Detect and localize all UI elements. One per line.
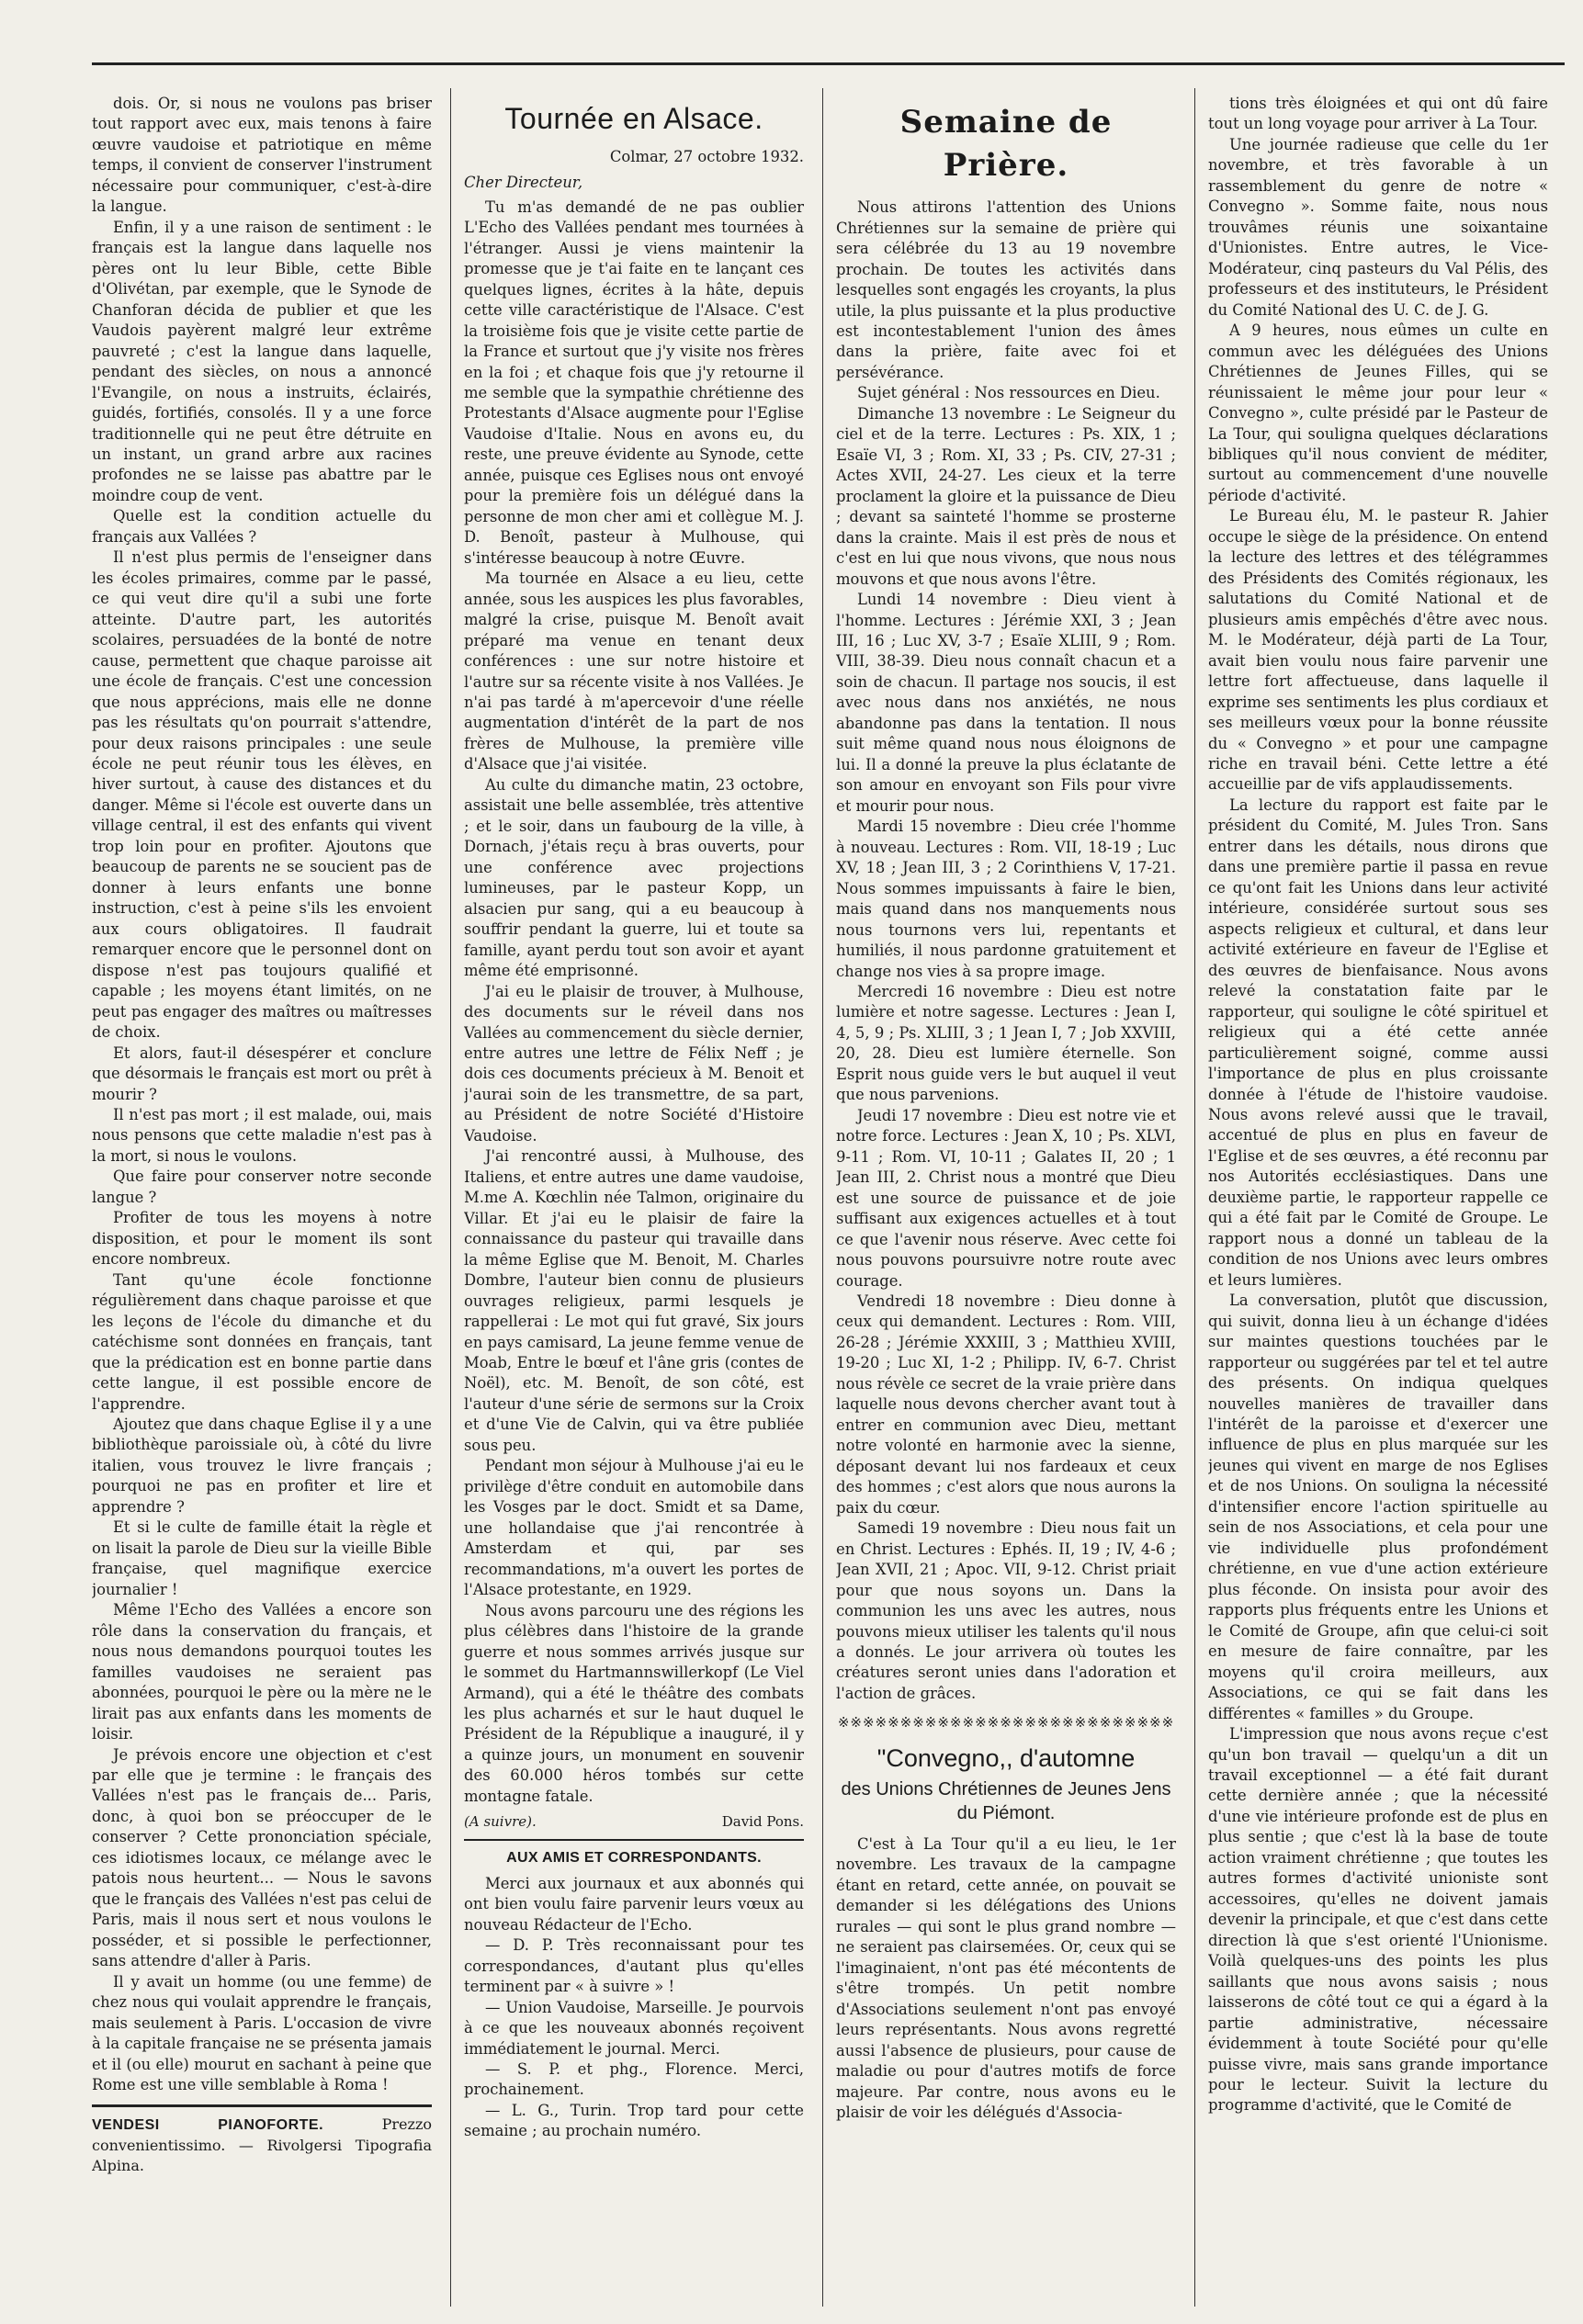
ornament-divider: ※※※※※※※※※※※※※※※※※※※※※※※※※※※ [837, 1714, 1175, 1732]
paragraph: Il n'est pas mort ; il est malade, oui, mais nous pensons que cette maladie n'est pas à la mort, si nous le voulons. [92, 1105, 432, 1165]
paragraph: A 9 heures, nous eûmes un culte en commun avec les déléguées des Unions Chrétiennes de Jeunes Filles, qui se réunissaient le même jour pour leur « Convegno », culte présidé par le Pasteur de La Tour, qui souligna quelques déclarations bibliques qu'il nous convient de méditer, surtout au commencement d'une nouvelle période d'activité. [1208, 322, 1548, 504]
article-title: Semaine de Prière. [899, 104, 1113, 184]
paragraph: Je prévois encore une objection et c'est par elle que je termine : le français des Vallées n'est pas le français de... Paris, donc, à quoi bon se préoccuper de le conserver ? Cette prononciation spéciale, ces idiotismes locaux, ce mélange avec le patois nous heurtent... — Nous le savons que le français des Vallées n'est pas celui de Paris, mais il nous sert et nous voulons le posséder, et si possible le perfectionner, sans attendre d'aller à Paris. [92, 1745, 432, 1970]
correspondents-body [464, 1874, 804, 2142]
top-rule [92, 62, 1565, 65]
dateline: Colmar, 27 octobre 1932. [609, 147, 804, 165]
column-semaine-priere [836, 94, 1176, 2307]
paragraph: Samedi 19 novembre : Dieu nous fait un en Christ. Lectures : Ephés. II, 19 ; IV, 4-6 ; Jean XVII, 21 ; Apoc. VII, 9-12. Christ priait pour que nous soyons un. Dans la communion les uns avec les autres, nous pouvons mieux utiliser les talents qu'il nous a donnés. Le jour arrivera où toutes les créatures seront unies dans l'adoration et l'action de grâces. [836, 1519, 1176, 1702]
paragraph: — Union Vaudoise, Marseille. Je pourvois à ce que les nouveaux abonnés reçoivent immédiatement le journal. Merci. [464, 1998, 804, 2058]
paragraph: Mardi 15 novembre : Dieu crée l'homme à nouveau. Lectures : Rom. VII, 18-19 ; Luc XV, 18 ; Jean III, 3 ; 2 Corinthiens V, 17-21. Nous sommes impuissants à faire le bien, mais quand dans nos manquements nous nous tournons vers lui, repentants et humiliés, il nous pardonne gratuitement et change nos vies à sa propre image. [836, 818, 1176, 980]
paragraph: Lundi 14 novembre : Dieu vient à l'homme. Lectures : Jérémie XXI, 3 ; Jean III, 16 ; Luc XV, 3-7 ; Esaïe XLIII, 9 ; Rom. VIII, 38-39. Dieu nous connaît chacun et a soin de chacun. Il partage nos soucis, il est avec nous dans nos anxiétés, ne nous abandonne pas dans la tentation. Il nous suit même quand nous nous éloignons de lui. Il a donné la preuve la plus éclatante de son amour en envoyant son Fils pour vivre et mourir pour nous. [836, 591, 1176, 815]
paragraph: J'ai eu le plaisir de trouver, à Mulhouse, des documents sur le réveil dans nos Vallées au commencement du siècle dernier, entre autres une lettre de Félix Neff ; je dois ces documents précieux à M. Benoit et j'aurai soin de les transmettre, de sa part, au Président de notre Société d'Histoire Vaudoise. [464, 982, 804, 1145]
paragraph: Il n'est plus permis de l'enseigner dans les écoles primaires, comme par le passé, ce qui veut dire qu'il a subi une forte atteinte. D'autre part, les autorités scolaires, persuadées de la bonté de notre cause, permettent que chaque paroisse ait une école de français. C'est une concession que nous apprécions, mais elle ne donne pas les résultats qu'on pourrait s'attendre, pour deux raisons principales : une seule école ne peut réunir tous les élèves, en hiver surtout, à cause des distances et du danger. Même si l'école est ouverte dans un village central, il est des enfants qui vivent trop loin pour en profiter. Ajoutons que beaucoup de parents ne se soucient pas de donner à leurs enfants une bonne instruction, c'est à peine s'ils les envoient aux cours obligatoires. Il faudrait remarquer encore que le personnel dont on dispose n'est pas toujours qualifié et capable ; les moyens étant limités, on ne peut pas engager des maîtres ou maîtresses de choix. [92, 548, 432, 1042]
paragraph: Même l'Echo des Vallées a encore son rôle dans la conservation du français, et nous nous demandons pourquoi toutes les familles vaudoises ne seraient pas abonnées, pourquoi le père ou la mère ne le lirait pas aux enfants dans les moments de loisir. [92, 1601, 432, 1743]
paragraph: Tu m'as demandé de ne pas oublier L'Echo des Vallées pendant mes tournées à l'étranger. Aussi je viens maintenir la promesse que je t'ai faite en te lançant ces quelques lignes, écrites à la hâte, depuis cette ville caractéristique de l'Alsace. C'est la troisième fois que je visite cette partie de la France et surtout que j'y visite nos frères en la foi ; et chaque fois que j'y retourne il me semble que la sympathie chrétienne des Protestants d'Alsace augmente pour l'Eglise Vaudoise d'Italie. Nous en avons eu, du reste, une preuve évidente au Synode, cette année, puisque ces Eglises nous ont envoyé pour la première fois un délégué dans la personne de mon cher ami et collègue M. J. D. Benoît, pasteur à Mulhouse, qui s'intéresse beaucoup à notre Œuvre. [464, 197, 804, 567]
column-divider [450, 88, 451, 2307]
paragraph: Tant qu'une école fonctionne régulièrement dans chaque paroisse et que les leçons de l'école du dimanche et du catéchisme sont données en français, tant que la prédication est en bonne partie dans cette langue, il est possible encore de l'apprendre. [92, 1270, 432, 1413]
salutation: Cher Directeur, [464, 174, 583, 192]
paragraph: — S. P. et phg., Florence. Merci, prochainement. [464, 2060, 804, 2099]
paragraph: Pendant mon séjour à Mulhouse j'ai eu le privilège d'être conduit en automobile dans les Vosges par le doct. Smidt et sa Dame, une hollandaise que j'ai rencontrée à Amsterdam et qui, par ses recommandations, m'a ouvert les portes de l'Alsace protestante, en 1929. [464, 1457, 804, 1599]
paragraph: La lecture du rapport est faite par le président du Comité, M. Jules Tron. Sans entrer dans les détails, nous dirons que dans une première partie il passa en revue ce qu'ont fait les Unions dans leur activité intérieure, considérée surtout sous ses aspects religieux et cultural, et dans leur activité extérieure en faveur de l'Eglise et des œuvres de bienfaisance. Nous avons relevé la constatation faite par le rapporteur, qui souligne le côté spirituel et religieux qui a été cette année particulièrement soigné, comme aussi l'importance de plus en plus croissante donnée à l'étude de l'histoire vaudoise. Nous avons relevé aussi que le travail, accentué de plus en plus en faveur de l'Eglise et de ses œuvres, a été reconnu par nos Autorités ecclésiastiques. Dans une deuxième partie, le rapporteur rappelle ce qui a été fait par le Comité de Groupe. Le rapport nous a donné un tableau de la condition de nos Unions avec leurs ombres et leurs lumières. [1208, 795, 1548, 1289]
paragraph: Profiter de tous les moyens à notre disposition, et pour le moment ils sont encore nombreux. [92, 1209, 432, 1269]
newspaper-page [92, 70, 1562, 2311]
convegno-subtitle: des Unions Chrétiennes de Jeunes Jens du Piémont. [841, 1778, 1171, 1823]
column-convegno-continued [1208, 94, 1548, 2307]
paragraph: J'ai rencontré aussi, à Mulhouse, des Italiens, et entre autres une dame vaudoise, M.me A. Kœchlin née Talmon, originaire du Villar. Et j'ai eu le plaisir de faire la connaissance du pasteur qui travaille dans la même Eglise que M. Benoit, M. Charles Dombre, l'auteur bien connu de plusieurs ouvrages religieux, parmi lesquels je rappellerai : Le mot qui fut gravé, Six jours en pays camisard, La jeune femme venue de Moab, Entre le bœuf et l'âne gris (contes de Noël), etc. M. Benoît, de son côté, est l'auteur d'une série de sermons sur la Croix et d'une Vie de Calvin, qui va être publiée sous peu. [464, 1147, 804, 1454]
paragraph: Nous attirons l'attention des Unions Chrétiennes sur la semaine de prière qui sera célébrée du 13 au 19 novembre prochain. De toutes les activités dans lesquelles sont engagés les croyants, la plus utile, la plus puissante et la plus productive est incontestablement l'union des âmes dans la prière, faite avec foi et persévérance. [836, 198, 1176, 381]
paragraph: Vendredi 18 novembre : Dieu donne à ceux qui demandent. Lectures : Rom. VIII, 26-28 ; Jérémie XXXIII, 3 ; Matthieu XVIII, 19-20 ; Luc XI, 1-2 ; Philipp. IV, 6-7. Christ nous révèle ce secret de la vraie prière dans laquelle nous devons chercher avant tout à entrer en communion avec Dieu, mettant notre volonté en harmonie avec la sienne, déposant devant lui nos fardeaux et ceux des hommes ; c'est alors que nous aurons la paix du cœur. [836, 1292, 1176, 1517]
paragraph: Sujet général : Nos ressources en Dieu. [856, 384, 1160, 402]
paragraph: — L. G., Turin. Trop tard pour cette semaine ; au prochain numéro. [464, 2101, 804, 2140]
correspondents-heading: AUX AMIS ET CORRESPONDANTS. [506, 1849, 762, 1866]
paragraph: tions très éloignées et qui ont dû faire tout un long voyage pour arriver à La Tour. [1208, 95, 1548, 133]
convegno-title: "Convegno,, d'automne [876, 1743, 1136, 1772]
paragraph: Mercredi 16 novembre : Dieu est notre lumière et notre sagesse. Lectures : Jean I, 4, 5, 9 ; Ps. XLIII, 3 ; 1 Jean I, 7 ; Job XXVIII, 20, 28. Dieu est lumière éternelle. Son Esprit nous guide vers le but auquel il veut que nous parvenions. [836, 982, 1176, 1104]
paragraph: Dimanche 13 novembre : Le Seigneur du ciel et de la terre. Lectures : Ps. XIX, 1 ; Esaïe VI, 3 ; Rom. XI, 33 ; Ps. CIV, 27-31 ; Actes XVII, 24-27. Les cieux et la terre proclament la gloire et la puissance de Dieu ; devant sa sainteté l'homme se prosterne dans la crainte. Mais il est près de nous et c'est en lui que nous vivons, que nous nous mouvons et que nous avons l'être. [836, 404, 1176, 588]
paragraph: Quelle est la condition actuelle du français aux Vallées ? [92, 507, 432, 546]
paragraph: dois. Or, si nous ne voulons pas briser tout rapport avec eux, mais tenons à faire œuvre vaudoise et patriotique en même temps, il convient de conserver l'instrument nécessaire pour communiquer, c'est-à-dire la langue. [92, 95, 432, 216]
ad-headline: VENDESI PIANOFORTE. [92, 2117, 324, 2134]
article-body [1208, 94, 1548, 2116]
paragraph: Et alors, faut-il désespérer et conclure que désormais le français est mort ou prêt à mourir ? [92, 1044, 432, 1103]
convegno-body [836, 1834, 1176, 2124]
paragraph: Ma tournée en Alsace a eu lieu, cette année, sous les auspices les plus favorables, malgré la crise, puisque M. Benoît avait préparé ma venue en tenant deux conférences : une sur notre histoire et l'autre sur sa récente visite à nos Vallées. Je n'ai pas tardé à m'apercevoir d'une réelle augmentation d'intérêt de la part de nos frères de Mulhouse, la première ville d'Alsace que j'ai visitée. [464, 570, 804, 773]
paragraph: Ajoutez que dans chaque Eglise il y a une bibliothèque paroissiale où, à côté du livre italien, vous trouvez le livre français ; pourquoi ne pas en profiter et lire et apprendre ? [92, 1416, 432, 1516]
column-divider [1194, 88, 1195, 2307]
column-divider [822, 88, 823, 2307]
article-body [92, 94, 432, 2095]
paragraph: — D. P. Très reconnaissant pour tes correspondances, d'autant plus qu'elles terminent par « à suivre » ! [464, 1936, 804, 1996]
paragraph: Une journée radieuse que celle du 1er novembre, et très favorable à un rassemblement du genre de notre « Convegno ». Somme faite, nous nous trouvâmes réunis une soixantaine d'Unionistes. Entre autres, le Vice-Modérateur, cinq pasteurs du Val Pélis, des professeurs et des instituteurs, le Président du Comité National des U. C. de J. G. [1208, 135, 1548, 319]
paragraph: Et si le culte de famille était la règle et on lisait la parole de Dieu sur la vieille Bible française, quel magnifique exercice journalier ! [92, 1518, 432, 1598]
paragraph: Au culte du dimanche matin, 23 octobre, assistait une belle assemblée, très attentive ; et le soir, dans un faubourg de la ville, à Dornach, j'étais reçu à bras ouverts, pour une conférence avec projections lumineuses, par le pasteur Kopp, un alsacien pur sang, qui a eu beaucoup à souffrir pendant la guerre, lui et toute sa famille, ayant perdu tout son avoir et ayant même été emprisonné. [464, 775, 804, 980]
paragraph: Nous avons parcouru une des régions les plus célèbres dans l'histoire de la grande guerre et nous sommes arrivés jusque sur le sommet du Hartmannswillerkopf (Le Viel Armand), qui a été le théâtre des combats les plus acharnés et sur le haut duquel le Président de la République a inauguré, il y a quinze jours, un monument en souvenir des 60.000 héros tombés sur cette montagne fatale. [464, 1601, 804, 1805]
signature-line [464, 1812, 804, 1832]
column-tournee-alsace [464, 94, 804, 2307]
to-be-continued: (A suivre). [464, 1813, 537, 1831]
paragraph: Enfin, il y a une raison de sentiment : le français est la langue dans laquelle nos pères ont lu leur Bible, cette Bible d'Olivétan, par exemple, que le Synode de Chanforan décida de publier et que les Vaudois payèrent malgré leur extrême pauvreté ; c'est la langue dans laquelle, pendant des siècles, on nous a annoncé l'Evangile, on nous a instruits, éclairés, guidés, fortifiés, consolés. Il y a une force traditionnelle qui ne peut être détruite en un instant, un grand arbre aux racines profondes ne se laisse pas abattre par le moindre coup de vent. [92, 218, 432, 504]
article-body [464, 197, 804, 1808]
paragraph: Que faire pour conserver notre seconde langue ? [92, 1168, 432, 1206]
paragraph: Il y avait un homme (ou une femme) de chez nous qui voulait apprendre le français, mais seulement à Paris. L'occasion de vivre à la capitale française ne se présenta jamais et il (ou elle) mourut en sachant à peine que Rome est une ville semblable à Roma ! [92, 1972, 432, 2093]
ad-text: Prezzo convenientissimo. — Rivolgersi Tipografia Alpina. [92, 2115, 432, 2175]
paragraph: C'est à La Tour qu'il a eu lieu, le 1er novembre. Les travaux de la campagne étant en retard, cette année, on pouvait se demander si les délégations des Unions rurales — qui sont le plus grand nombre — ne seraient pas clairsemées. Or, ceux qui se l'imaginaient, n'ont pas été mécontents de s'être trompés. Un petit nombre d'Associations seulement n'ont pas envoyé leurs représentants. Nous avons regretté aussi l'absence de plusieurs, pour cause de maladie ou pour d'autres motifs de force majeure. Par contre, nous avons eu le plaisir de voir les délégués d'Associa- [836, 1834, 1176, 2121]
paragraph: L'impression que nous avons reçue c'est qu'un bon travail — quelqu'un a dit un travail exceptionnel — a été fait durant cette dernière année ; que la nécessité d'une vie intérieure profonde est de plus en plus sentie ; que c'est là la base de toute action vraiment chrétienne ; que toutes les autres formes d'activité unioniste sont accessoires, qu'elles ne doivent jamais devenir la principale, et que c'est dans cette direction là que s'est orienté l'Unionisme. Voilà quelques-uns des points les plus saillants que nous avons saisis ; nous laisserons de côté tout ce qui a égard à la partie administrative, nécessaire évidemment à toute Société pour qu'elle puisse vivre, mais sans grande importance pour le lecteur. Suivit la lecture du programme d'activité, que le Comité de [1208, 1725, 1548, 2115]
classified-ad [92, 2104, 432, 2176]
paragraph: Le Bureau élu, M. le pasteur R. Jahier occupe le siège de la présidence. On entend la lecture des lettres et des télégrammes des Présidents des Comités régionaux, les salutations du Comité National et de plusieurs amis empêchés d'être avec nous. M. le Modérateur, déjà parti de La Tour, avait bien voulu nous faire parvenir une lettre fort affectueuse, dans laquelle il exprime ses sentiments les plus cordiaux et ses meilleurs vœux pour la bonne réussite du « Convegno » et pour une campagne riche en travail béni. Cette lettre a été accueillie par de vifs applaudissements. [1208, 507, 1548, 794]
article-title: Tournée en Alsace. [504, 102, 763, 135]
author-name: David Pons. [721, 1813, 804, 1831]
column-french-language [92, 94, 432, 2307]
article-body [836, 197, 1176, 1704]
paragraph: La conversation, plutôt que discussion, qui suivit, donna lieu à un échange d'idées sur maintes questions touchées par le rapporteur ou suggérées par tel et tel autre des présents. On indiqua quelques nouvelles manières de travailler dans l'intérêt de la paroisse et d'exercer une influence de plus en plus marquée sur les jeunes qui vivent en marge de nos Eglises et de nos Unions. On souligna la nécessité d'intensifier encore l'action spirituelle au sein de nos Associations, et cela pour une vie individuelle plus profondément chrétienne, en vue d'une action extérieure plus féconde. On insista pour avoir des rapports plus fréquents entre les Unions et le Comité de Groupe, afin que celui-ci soit en mesure de faire connaître, par les moyens qu'il croira meilleurs, aux Associations, ce qui se fait dans les différentes « familles » du Groupe. [1208, 1292, 1548, 1722]
paragraph: Jeudi 17 novembre : Dieu est notre vie et notre force. Lectures : Jean X, 10 ; Ps. XLVI, 9-11 ; Rom. VI, 10-11 ; Galates II, 20 ; 1 Jean III, 2. Christ nous a montré que Dieu est une source de puissance et de joie suffisant aux exigences actuelles et à tout ce que l'avenir nous réserve. Avec cette foi nous pouvons poursuivre notre route avec courage. [836, 1106, 1176, 1290]
section-rule [464, 1839, 804, 1841]
paragraph: Merci aux journaux et aux abonnés qui ont bien voulu faire parvenir leurs vœux au nouveau Rédacteur de l'Echo. [464, 1874, 804, 1934]
